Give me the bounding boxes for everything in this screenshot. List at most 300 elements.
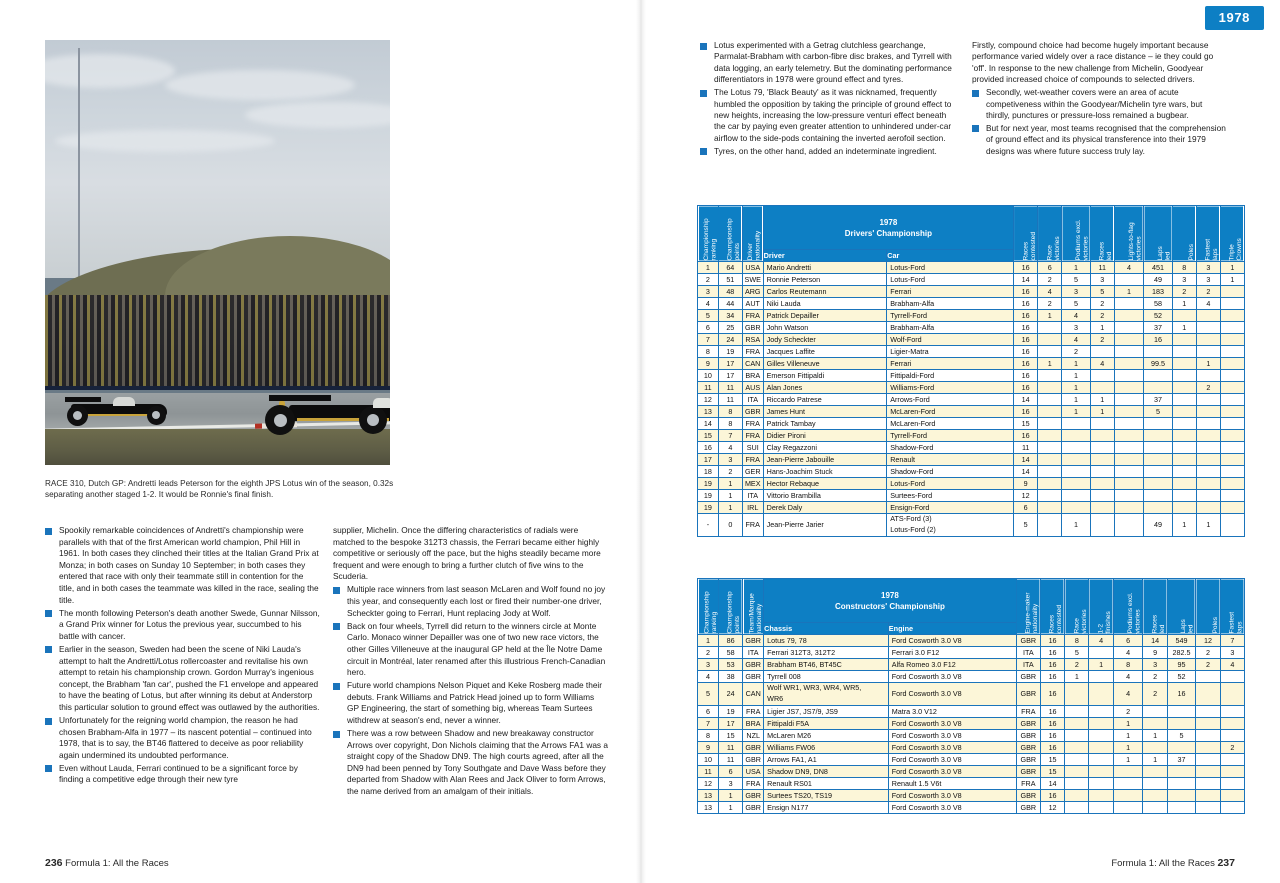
table-cell [1172,381,1196,393]
table-cell [1196,453,1220,465]
table-cell: Lotus-Ford [887,273,1014,285]
table-cell [1144,441,1172,453]
table-cell: 12 [698,777,719,789]
table-cell: 1 [1143,753,1167,765]
table-row [698,273,1245,285]
table-cell: 49 [1144,513,1172,536]
right-text-column-2 [972,40,1228,159]
table-cell: GBR [743,801,764,813]
table-cell: 1 [1062,357,1090,369]
folio-left [45,857,169,869]
table-cell: McLaren-Ford [887,405,1014,417]
table-cell: ITA [1016,646,1040,658]
header-points: Championship points [718,579,742,635]
table-cell [1196,441,1220,453]
table-cell: 4 [698,297,719,309]
table-cell [1172,429,1196,441]
table-cell [1220,682,1244,705]
table-cell: 6 [718,765,742,777]
table-cell: 1 [1038,309,1062,321]
bullet-paragraph: Spookily remarkable coincidences of Andretti's championship were parallels with that of the first American world champion, Phil Hill in 1961. In both cases they clinched their titles at the Italian Grand Prix at Monza; in both cases on Sunday 10 September; in both cases they entered that race with only their teammate still in contention for the title, and in both cases the teammate was killed in the race, sealing the title. [45,525,320,606]
table-cell [1065,777,1089,789]
table-cell: 16 [1040,717,1064,729]
table-row [698,634,1245,646]
bullet-paragraph: The Lotus 79, 'Black Beauty' as it was nicknamed, frequently humbled the opposition by taking the principle of ground effect to new heights, increasing the low-pressure venturi effect beneath the car by paying even greater attention to unhindered under-car airflow to the side-pods containing the inverted aerofoil section. [700,87,956,144]
table-row [698,777,1245,789]
table-cell: Arrows-Ford [887,393,1014,405]
table-cell: 7 [698,333,719,345]
table-cell [1143,801,1167,813]
table-cell: 1 [718,489,742,501]
table-cell: GBR [1016,670,1040,682]
table-cell: 37 [1167,753,1196,765]
track-barrier [45,386,390,390]
table-cell: GBR [1016,729,1040,741]
table-cell [1220,393,1244,405]
table-cell: 49 [1144,273,1172,285]
table-cell: 17 [718,369,742,381]
table-cell [1090,441,1114,453]
table-cell [1090,489,1114,501]
table-cell: 8 [718,405,742,417]
table-cell [1172,417,1196,429]
table-cell: GBR [1016,741,1040,753]
table-cell [1089,646,1113,658]
table-cell [1089,670,1113,682]
table-cell [1090,345,1114,357]
table-cell: 8 [1113,658,1143,670]
table-cell [1196,670,1220,682]
table-cell: 1 [1114,285,1144,297]
table-cell [1090,513,1114,536]
table-cell: Ferrari 312T3, 312T2 [764,646,889,658]
table-cell [1172,441,1196,453]
table-cell: Ford Cosworth 3.0 V8 [888,682,1016,705]
table-cell: 16 [1040,682,1064,705]
table-cell [1196,405,1220,417]
table-cell [1062,489,1090,501]
spectator-crowd [45,295,390,389]
table-cell [1196,777,1220,789]
table-cell: 95 [1167,658,1196,670]
bullet-paragraph: There was a row between Shadow and new breakaway constructor Arrows over copyright, Don Nichols claiming that the Arrows FA1 was a straight copy of the Shadow DN9. The high courts agreed, after all the DN9 had been penned by Tony Southgate and Dave Wass before they departed from Shadow with Alan Rees and Jack Oliver to form Arrows, the name derived from an amalgam of their initials. [333,728,608,798]
table-cell [1143,777,1167,789]
table-cell: 4 [1113,682,1143,705]
table-row [698,765,1245,777]
table-cell: Ford Cosworth 3.0 V8 [888,789,1016,801]
table-cell [1038,393,1062,405]
table-cell [1167,717,1196,729]
table-cell: 3 [1172,273,1196,285]
table-cell: 1 [1113,753,1143,765]
table-cell [1144,381,1172,393]
table-cell: 16 [1014,285,1038,297]
table-cell: Renault 1.5 V6t [888,777,1016,789]
header-rank: Championship ranking [698,579,719,635]
table-cell [1113,789,1143,801]
table-row [698,741,1245,753]
table-cell [1172,489,1196,501]
table-cell: 17 [698,453,719,465]
table-cell [1114,369,1144,381]
table-cell [1196,501,1220,513]
table-cell [1220,789,1244,801]
table-cell: Alfa Romeo 3.0 F12 [888,658,1016,670]
table-cell: 10 [698,753,719,765]
table-cell: Ferrari 3.0 F12 [888,646,1016,658]
table-cell: 5 [698,309,719,321]
bullet-paragraph: Earlier in the season, Sweden had been the scene of Niki Lauda's attempt to halt the Andretti/Lotus rollercoaster and revitalise his own attempt to retain his championship crown. Gordon Murray's ingenious concept, the Brabham 'fan car', pushed the F1 envelope and appeared to have the beating of Lotus, but after winning its debut at Anderstorp this particular solution to ground effect was outlawed by the authorities. [45,644,320,714]
table-cell [1062,501,1090,513]
table-cell: Clay Regazzoni [763,441,887,453]
table-cell [1038,465,1062,477]
table-row [698,489,1245,501]
table-cell: 1 [1090,393,1114,405]
table-cell: 9 [1014,477,1038,489]
table-cell: 1 [698,634,719,646]
table-cell [1220,465,1244,477]
table-cell: NZL [743,729,764,741]
table-row [698,801,1245,813]
table-cell [1220,489,1244,501]
table-cell [1220,285,1244,297]
table-row [698,705,1245,717]
table-cell: 1 [1038,357,1062,369]
table-cell [1172,405,1196,417]
table-cell: 4 [1220,658,1244,670]
table-cell [1090,429,1114,441]
table-cell [1038,381,1062,393]
table-cell: 3 [1196,273,1220,285]
table-cell [1065,765,1089,777]
table-cell [1220,705,1244,717]
table-cell: 2 [1143,670,1167,682]
table-cell: IRL [742,501,763,513]
table-cell: 11 [1014,441,1038,453]
header-nationality: Team/Marque nationality [743,579,764,635]
table-cell: GBR [742,321,763,333]
table-cell: 16 [1040,634,1064,646]
f1-car-trailing [65,395,177,428]
table-cell: 86 [718,634,742,646]
header-points: Championship points [718,206,742,262]
table-row [698,285,1245,297]
header-engine: Engine [888,623,1016,635]
table-cell: Ford Cosworth 3.0 V8 [888,670,1016,682]
table-cell [1144,429,1172,441]
table-cell: GBR [743,753,764,765]
table-cell: 3 [1062,321,1090,333]
table-cell [1114,309,1144,321]
table-cell: 14 [1014,465,1038,477]
table-cell: ARG [742,285,763,297]
table-cell [1143,765,1167,777]
table-cell: Matra 3.0 V12 [888,705,1016,717]
header-race-victories: Race victories [1038,206,1062,262]
table-cell: Tyrrell-Ford [887,309,1014,321]
table-cell [1172,477,1196,489]
table-cell: 15 [1040,765,1064,777]
table-cell: Surtees TS20, TS19 [764,789,889,801]
table-cell [1065,741,1089,753]
table-cell: Renault RS01 [764,777,889,789]
table-cell [1220,513,1244,536]
table-cell: 5 [1065,646,1089,658]
table-cell [1196,765,1220,777]
table-cell: Patrick Tambay [763,417,887,429]
header-triple-crowns: Triple Crowns [1220,206,1244,262]
table-cell [1196,465,1220,477]
table-cell: 2 [1065,658,1089,670]
table-row [698,465,1245,477]
table-row [698,501,1245,513]
table-cell: Shadow DN9, DN8 [764,765,889,777]
table-cell: GBR [743,789,764,801]
table-cell: 53 [718,658,742,670]
table-cell: 12 [698,393,719,405]
table-row [698,753,1245,765]
table-title-year: 1978 [881,590,899,600]
table-row [698,417,1245,429]
table-title-name: Constructors' Championship [834,601,945,611]
table-cell: 2 [1062,345,1090,357]
table-cell: Patrick Depailler [763,309,887,321]
table-cell: Hector Rebaque [763,477,887,489]
table-cell: 2 [1172,285,1196,297]
table-cell: 6 [1014,501,1038,513]
table-cell: GBR [743,741,764,753]
table-cell: 9 [698,741,719,753]
table-cell: 3 [1143,658,1167,670]
table-cell: 5 [1014,513,1038,536]
table-cell: 16 [1040,729,1064,741]
table-cell: 5 [698,682,719,705]
folio-right [1111,857,1235,869]
photo-caption: RACE 310, Dutch GP: Andretti leads Peterson for the eighth JPS Lotus win of the season, 0.32s separating another staged 1-2. It would be Ronnie's final finish. [45,479,394,500]
antenna-mast [78,48,80,278]
table-cell: 1 [1062,405,1090,417]
table-row [698,345,1245,357]
table-cell [1196,429,1220,441]
table-cell: 6 [1113,634,1143,646]
table-cell [1090,417,1114,429]
table-cell: Riccardo Patrese [763,393,887,405]
table-cell: GBR [1016,753,1040,765]
table-cell [1172,309,1196,321]
table-cell: 24 [718,682,742,705]
table-cell: 3 [698,285,719,297]
table-cell: McLaren-Ford [887,417,1014,429]
bullet-paragraph: The month following Peterson's death another Swede, Gunnar Nilsson, a Grand Prix winner for Lotus the previous year, succumbed to his battle with cancer. [45,608,320,643]
table-cell [1220,405,1244,417]
table-row [698,297,1245,309]
table-cell: 4 [1090,357,1114,369]
table-cell [1114,417,1144,429]
table-row [698,441,1245,453]
header-poles: Poles [1172,206,1196,262]
table-cell: 183 [1144,285,1172,297]
table-cell [1038,333,1062,345]
table-cell [1038,441,1062,453]
race-photograph [45,40,390,465]
table-cell: 16 [1014,429,1038,441]
table-cell: 58 [718,646,742,658]
table-cell [1196,309,1220,321]
table-cell [1038,321,1062,333]
table-cell: Ford Cosworth 3.0 V8 [888,801,1016,813]
bullet-paragraph: Secondly, wet-weather covers were an area of acute competiveness within the Goodyear/Michelin tyre wars, but thirdly, punctures or pressure-loss remained a bugbear. [972,87,1228,121]
table-cell [1196,682,1220,705]
table-cell: Wolf WR1, WR3, WR4, WR5, WR6 [764,682,889,705]
table-cell: Brabham-Alfa [887,321,1014,333]
table-cell: 7 [698,717,719,729]
header-podiums: Podiums excl. victories [1113,579,1143,635]
table-cell: 14 [1014,273,1038,285]
table-row [698,357,1245,369]
table-cell: 5 [1062,273,1090,285]
table-cell [1196,729,1220,741]
table-cell: AUS [742,381,763,393]
table-cell [1167,741,1196,753]
table-cell [1038,345,1062,357]
page-number: 237 [1217,857,1235,869]
table-cell [1114,441,1144,453]
table-cell [1062,429,1090,441]
table-cell: Ligier JS7, JS7/9, JS9 [764,705,889,717]
table-cell: 1 [718,801,742,813]
table-cell [1038,489,1062,501]
table-cell: 4 [1196,297,1220,309]
table-cell: GBR [1016,717,1040,729]
table-cell: 1 [1090,405,1114,417]
table-cell [1220,321,1244,333]
table-cell: Ford Cosworth 3.0 V8 [888,729,1016,741]
table-cell [1167,801,1196,813]
table-cell [1196,489,1220,501]
table-cell: 16 [1144,333,1172,345]
table-cell: 2 [1220,741,1244,753]
table-cell [1062,477,1090,489]
cloud-shape [165,70,355,100]
table-cell: 13 [698,789,719,801]
table-cell: ITA [743,646,764,658]
table-cell: 2 [1143,682,1167,705]
header-engine-nationality: Engine-maker nationality [1016,579,1040,635]
table-cell: Ford Cosworth 3.0 V8 [888,753,1016,765]
table-cell: 16 [1040,789,1064,801]
table-cell: 16 [1014,261,1038,273]
table-cell [1167,777,1196,789]
table-cell [1114,477,1144,489]
table-cell: Brabham-Alfa [887,297,1014,309]
table-cell [1114,501,1144,513]
table-cell [1065,801,1089,813]
table-cell: 4 [1089,634,1113,646]
table-cell [1196,333,1220,345]
table-cell: 15 [1014,417,1038,429]
table-cell: Ensign N177 [764,801,889,813]
table-cell [1114,273,1144,285]
table-cell: 282.5 [1167,646,1196,658]
table-cell [1220,729,1244,741]
table-cell [1143,705,1167,717]
table-cell [1038,477,1062,489]
table-cell: 10 [698,369,719,381]
header-chassis: Chassis [764,623,889,635]
table-cell [1143,717,1167,729]
table-cell: GBR [1016,682,1040,705]
left-text-column-2 [333,525,608,799]
table-cell: 5 [1090,285,1114,297]
constructors-championship-table [697,578,1245,814]
table-cell [1220,501,1244,513]
constructors-table-body [698,634,1245,813]
table-cell: 14 [698,417,719,429]
table-cell: 3 [718,453,742,465]
table-cell [1114,429,1144,441]
table-cell: 19 [718,345,742,357]
table-cell [1065,753,1089,765]
table-cell: 3 [1220,646,1244,658]
table-cell: 24 [718,333,742,345]
header-races-led: Races led [1090,206,1114,262]
table-cell: 38 [718,670,742,682]
table-cell: 16 [1014,333,1038,345]
table-cell [1144,465,1172,477]
table-cell [1113,801,1143,813]
table-cell [1090,465,1114,477]
table-cell [1220,381,1244,393]
table-cell [1038,405,1062,417]
table-cell [1090,453,1114,465]
table-cell [1062,453,1090,465]
table-row [698,513,1245,536]
table-cell [1062,417,1090,429]
table-cell: 1 [1089,658,1113,670]
table-cell [1220,453,1244,465]
table-cell: 2 [1196,285,1220,297]
table-cell: 19 [718,705,742,717]
table-cell [1172,369,1196,381]
table-cell: 1 [1090,321,1114,333]
bullet-paragraph: Tyres, on the other hand, added an indeterminate ingredient. [700,146,956,157]
header-rank: Championship ranking [698,206,719,262]
table-cell: 1 [1113,717,1143,729]
table-cell [1038,429,1062,441]
year-tab: 1978 [1205,6,1264,30]
table-cell: FRA [743,705,764,717]
table-cell: 4 [718,441,742,453]
bullet-paragraph: Back on four wheels, Tyrrell did return to the winners circle at Monte Carlo. Monaco winner Depailler was one of two new race victors, the other Gilles Villeneuve at the inaugural GP held at the Île Notre Dame circuit in Montréal, later renamed after this illustrious French-Canadian hero. [333,621,608,679]
table-cell: Jean-Pierre Jarier [763,513,887,536]
table-cell [1196,321,1220,333]
table-cell [1220,429,1244,441]
table-row [698,717,1245,729]
table-row [698,261,1245,273]
table-cell: 16 [1040,658,1064,670]
table-cell [1038,501,1062,513]
table-cell: 13 [698,405,719,417]
table-cell [1038,513,1062,536]
table-cell: SUI [742,441,763,453]
header-podiums: Podiums excl. victories [1062,206,1090,262]
table-cell [1220,753,1244,765]
table-cell: 5 [1144,405,1172,417]
table-cell: 15 [718,729,742,741]
table-cell [1196,345,1220,357]
table-cell: Brabham BT46, BT45C [764,658,889,670]
table-cell [1220,717,1244,729]
